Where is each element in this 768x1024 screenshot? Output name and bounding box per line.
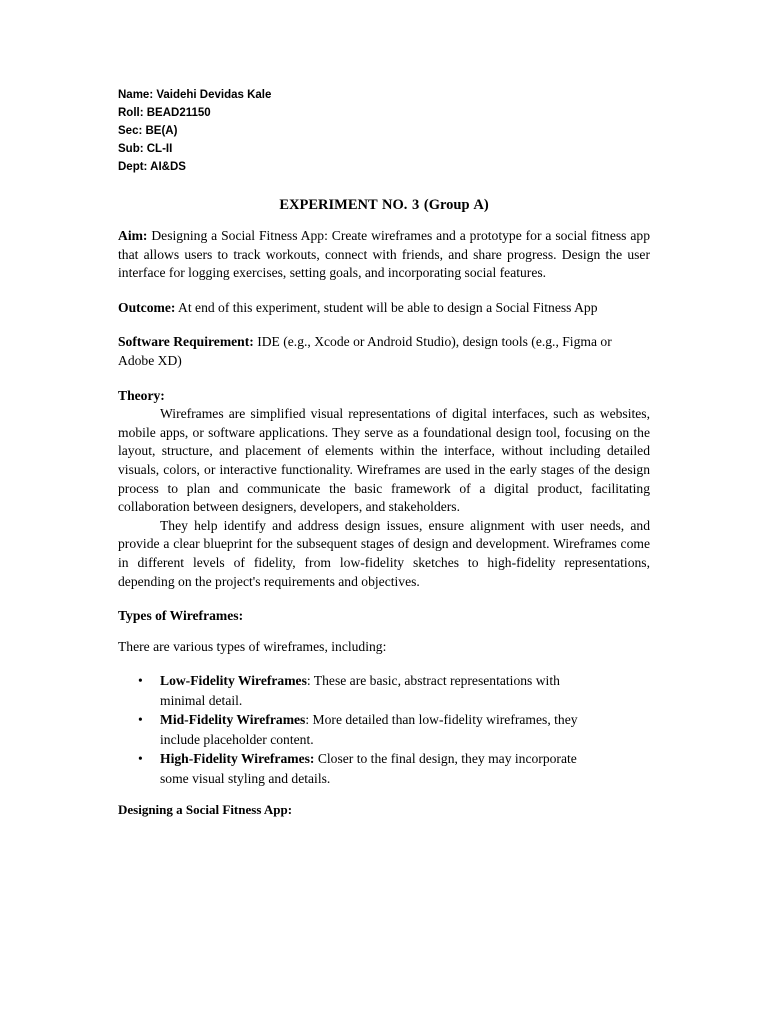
student-info: [118, 86, 650, 176]
theory-heading: Theory:: [118, 387, 165, 403]
list-item-label: Mid-Fidelity Wireframes: [160, 712, 306, 728]
list-item: [118, 671, 598, 710]
list-item-text: : These are basic, abstract representations with minimal detail.: [160, 673, 560, 708]
outcome-label: Outcome:: [118, 299, 176, 315]
bullet-icon: •: [138, 712, 143, 728]
student-section: Sec: BE(A): [118, 125, 178, 137]
theory-paragraph-2: They help identify and address design issues, ensure alignment with user needs, and provide a clear blueprint for the subsequent stages of design and development. Wireframes come in different levels of fidelity, from low-fidelity sketches to high-fidelity representations, depending on the project's requirements and objectives.: [118, 517, 650, 589]
software-paragraph: [118, 333, 650, 370]
types-intro: There are various types of wireframes, including:: [118, 639, 387, 655]
types-heading: Types of Wireframes:: [118, 608, 244, 624]
student-name: Name: Vaidehi Devidas Kale: [118, 89, 272, 101]
list-item-label: Low-Fidelity Wireframes: [160, 673, 307, 689]
outcome-text: At end of this experiment, student will be able to design a Social Fitness App: [175, 299, 598, 315]
list-item: [118, 749, 598, 788]
wireframe-types-list: [118, 671, 598, 788]
software-text: IDE (e.g., Xcode or Android Studio), design tools (e.g., Figma or Adobe XD): [118, 334, 612, 368]
student-subject: Sub: CL-II: [118, 143, 173, 155]
student-department: Dept: AI&DS: [118, 161, 186, 173]
outcome-paragraph: [118, 299, 650, 318]
aim-label: Aim:: [118, 228, 148, 243]
design-heading: Designing a Social Fitness App:: [118, 802, 293, 818]
document-page: [118, 86, 650, 818]
list-item-label: High-Fidelity Wireframes:: [160, 751, 315, 767]
list-item-text: Closer to the final design, they may incorporate some visual styling and details.: [160, 751, 577, 786]
student-roll: Roll: BEAD21150: [118, 107, 211, 119]
list-item-text: : More detailed than low-fidelity wireframes, they include placeholder content.: [160, 712, 578, 747]
aim-paragraph: [118, 227, 650, 283]
bullet-icon: •: [138, 751, 143, 767]
list-item: [118, 710, 598, 749]
experiment-title: EXPERIMENT NO. 3 (Group A): [279, 197, 489, 213]
software-label: Software Requirement:: [118, 334, 254, 350]
theory-paragraph-1: Wireframes are simplified visual representations of digital interfaces, such as websites, mobile apps, or software applications. They serve as a foundational design tool, focusing on the layout, structure, and placement of elements within the interface, without including detailed visuals, colors, or interactive functionality. Wireframes are used in the early stages of the design process to plan and communicate the basic framework of a digital product, facilitating collaboration between designers, developers, and stakeholders.: [118, 406, 650, 515]
aim-text: Designing a Social Fitness App: Create wireframes and a prototype for a social fitness app that allows users to track workouts, connect with friends, and share progress. Design the user interface for logging exercises, setting goals, and incorporating social features.: [118, 228, 650, 281]
bullet-icon: •: [138, 673, 143, 689]
